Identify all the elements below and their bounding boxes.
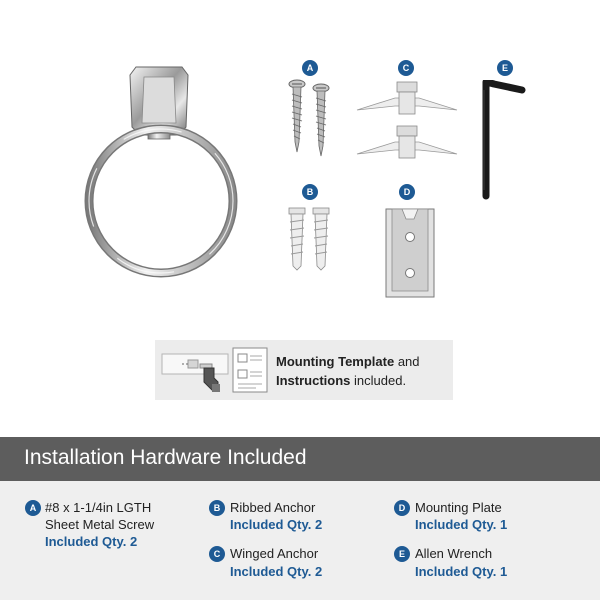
allen-wrench-image: [478, 80, 528, 204]
list-badge-c: C: [209, 546, 225, 562]
badge-a: A: [302, 60, 318, 76]
badge-b: B: [302, 184, 318, 200]
item-b-qty: Included Qty. 2: [230, 517, 323, 532]
badge-e: E: [497, 60, 513, 76]
item-a-name-line1: #8 x 1-1/4in LGTH: [45, 500, 152, 515]
item-e-name: Allen Wrench: [415, 546, 493, 561]
item-a-qty: Included Qty. 2: [45, 534, 138, 549]
badge-d: D: [399, 184, 415, 200]
template-note-part1: Mounting Template: [276, 354, 395, 369]
item-d-name: Mounting Plate: [415, 500, 502, 515]
list-badge-b: B: [209, 500, 225, 516]
item-b-name: Ribbed Anchor: [230, 500, 316, 515]
list-badge-d: D: [394, 500, 410, 516]
list-badge-a: A: [25, 500, 41, 516]
drill-template-icon: [160, 344, 230, 396]
sheet-metal-screws-image: [285, 78, 335, 162]
list-badge-e: E: [394, 546, 410, 562]
towel-ring-image: [60, 55, 270, 285]
item-c-name: Winged Anchor: [230, 546, 319, 561]
item-a-name-line2: Sheet Metal Screw: [45, 517, 155, 532]
mounting-plate-image: [380, 205, 440, 301]
header-title: Installation Hardware Included: [24, 446, 307, 469]
template-note-part2: and: [394, 354, 420, 369]
item-e-qty: Included Qty. 1: [415, 564, 508, 579]
template-note: [276, 352, 446, 390]
instructions-sheet-icon: [231, 346, 271, 396]
item-c-qty: Included Qty. 2: [230, 564, 323, 579]
template-note-part4: included.: [350, 373, 407, 388]
ribbed-anchors-image: [285, 206, 335, 272]
winged-anchors-image: [355, 80, 460, 164]
item-d-qty: Included Qty. 1: [415, 517, 508, 532]
template-note-part3: Instructions: [276, 373, 351, 388]
badge-c: C: [398, 60, 414, 76]
